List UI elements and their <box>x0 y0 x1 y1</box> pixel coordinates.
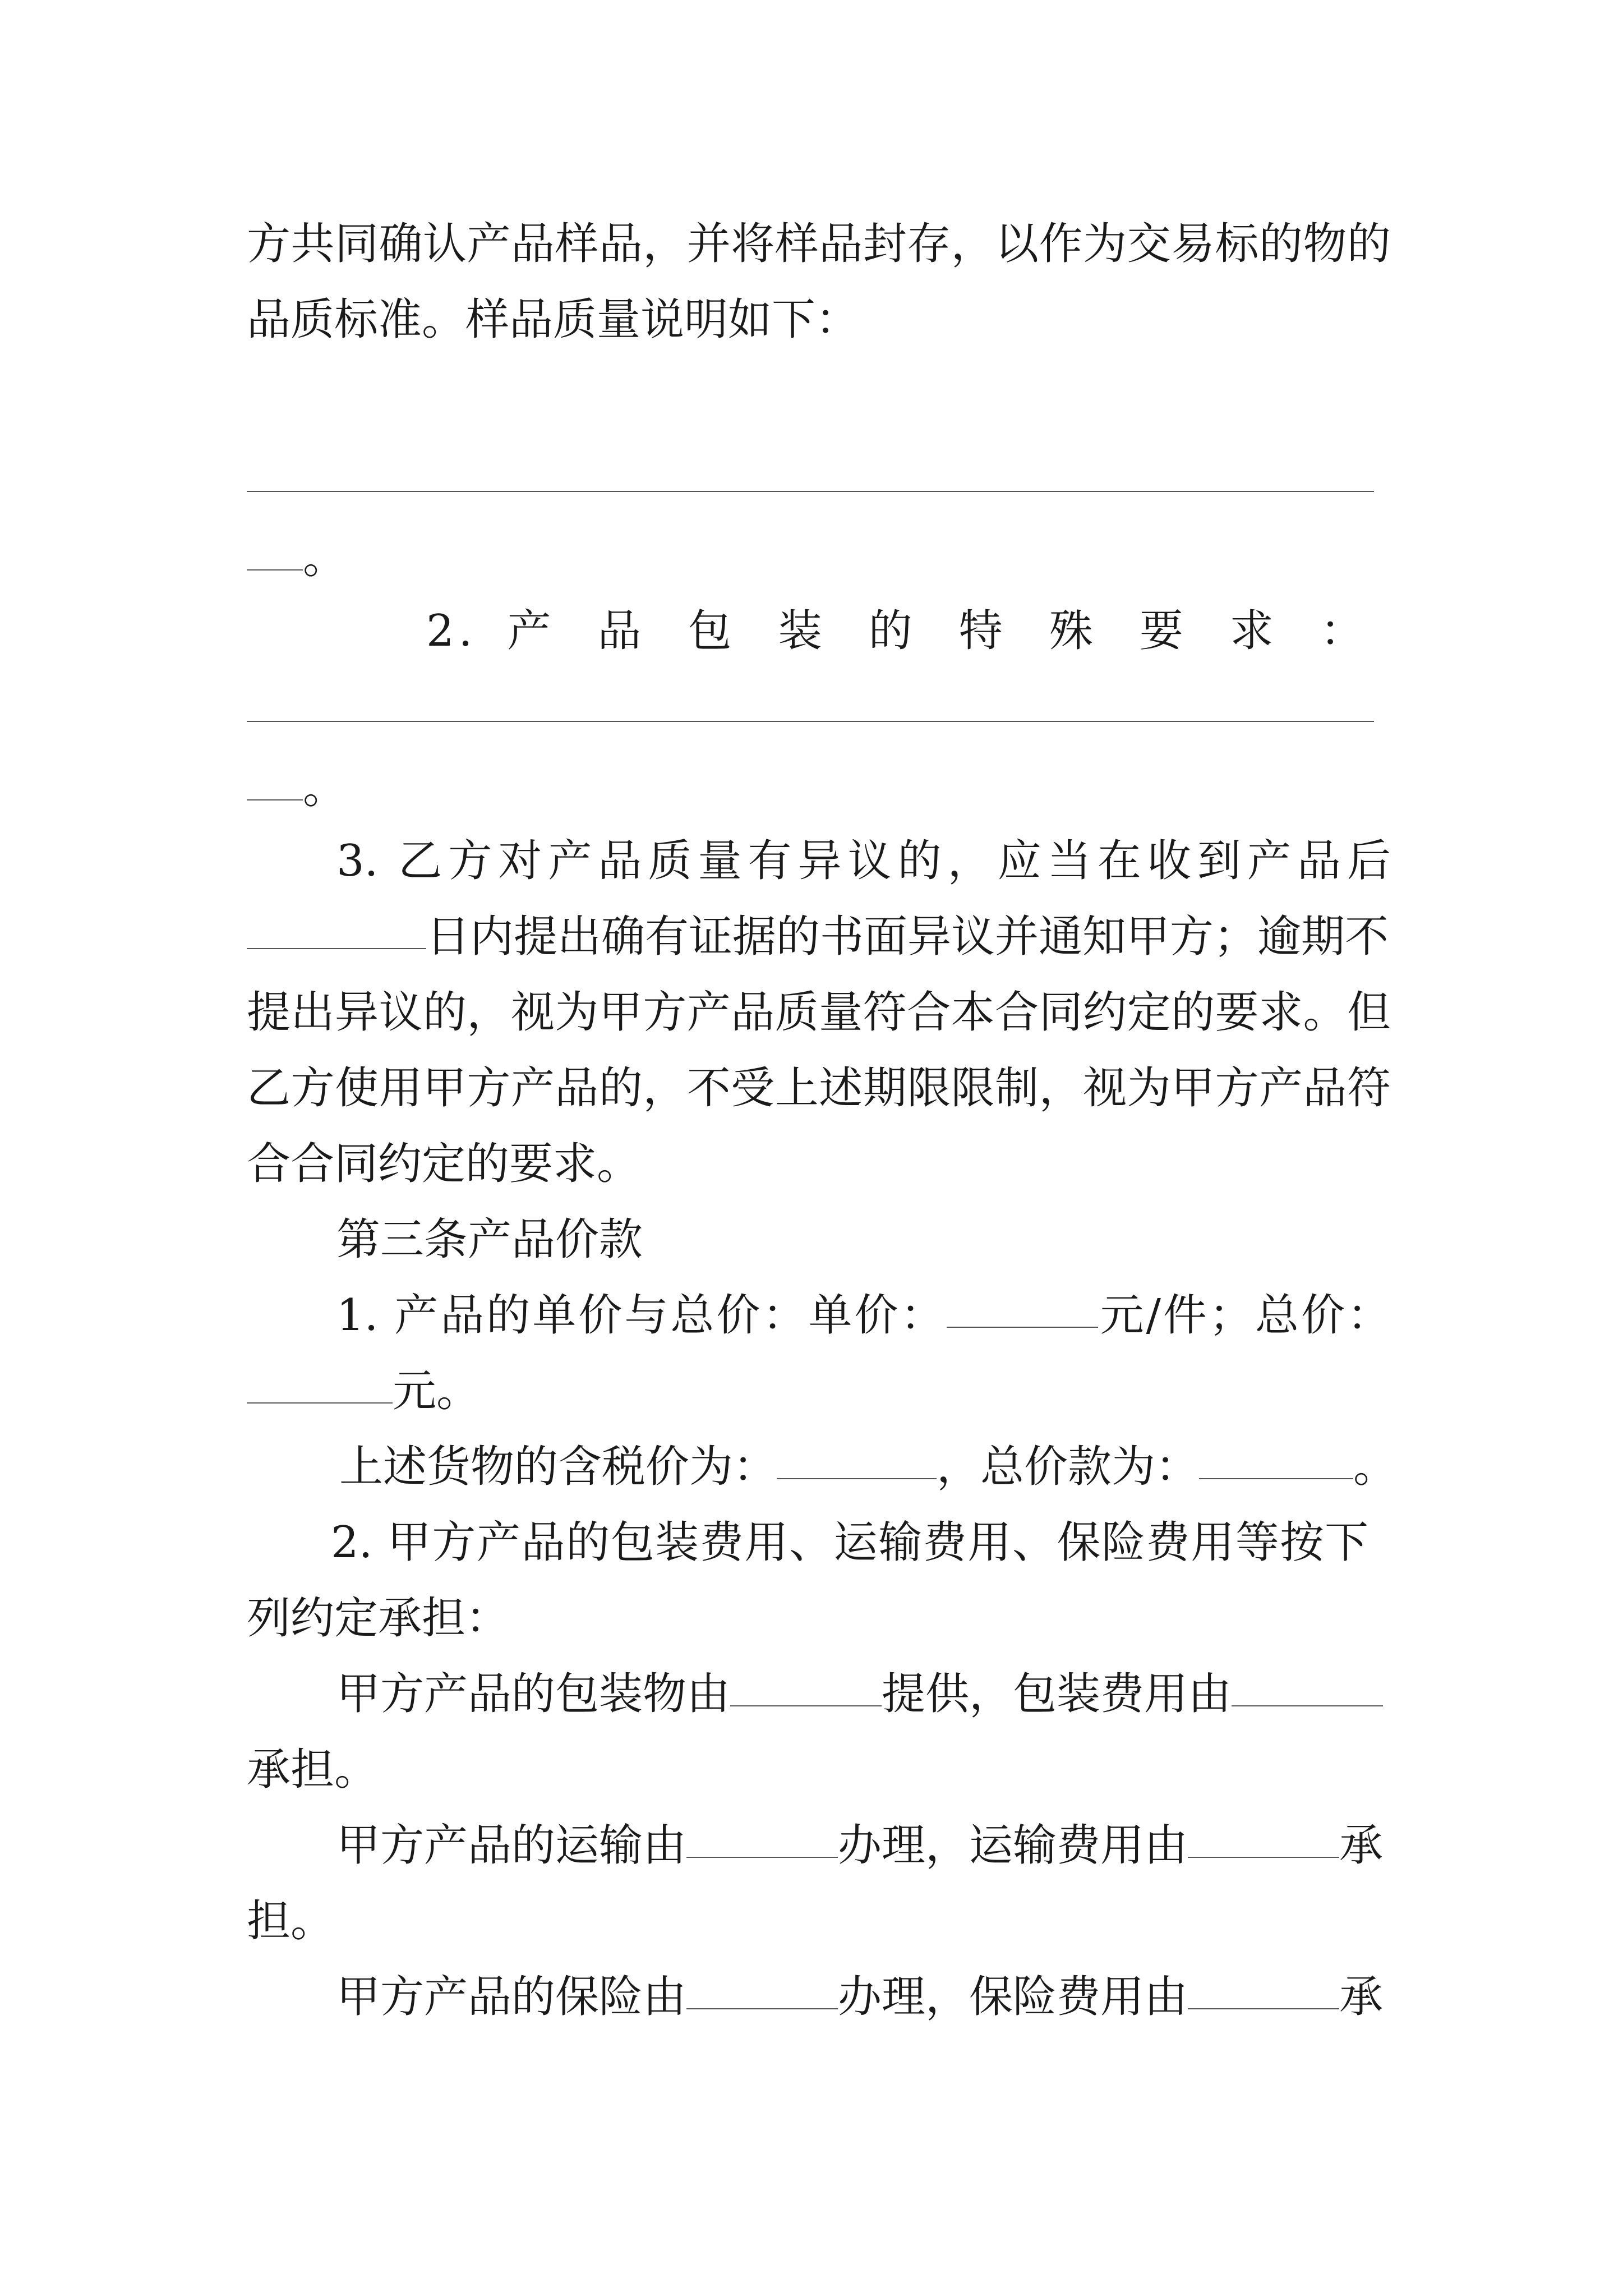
item-2-fees-line: 列约定承担： <box>247 1593 510 1644</box>
packing-end: 承担。 <box>247 1745 379 1795</box>
item-3-line: 乙方使用甲方产品的，不受上述期限限制，视为甲方产品符 <box>247 1063 1391 1114</box>
insurance-tail: 承 <box>1339 1972 1384 2022</box>
fill-in-blank <box>247 760 303 800</box>
insurance-label: 甲方产品的保险由 <box>336 1972 687 2022</box>
total-price-line <box>247 1363 480 1419</box>
total-amount-label: ，总价款为： <box>937 1442 1200 1492</box>
packing-label: 甲方产品的包装物由 <box>336 1669 731 1719</box>
unit-price-label: 1. 产品的单价与总价：单价： <box>336 1290 947 1341</box>
transport-fee-label: 办理，运输费用由 <box>838 1820 1188 1871</box>
transport-tail: 承 <box>1339 1820 1384 1871</box>
fill-in-blank <box>247 530 303 570</box>
currency-unit: 元。 <box>393 1366 481 1416</box>
period: 。 <box>1353 1442 1398 1492</box>
tax-price-label: 上述货物的含税价为： <box>339 1442 777 1492</box>
item-3-line: 合合同约定的要求。 <box>247 1139 641 1189</box>
item-3-line: 提出异议的，视为甲方产品质量符合本合同约定的要求。但 <box>247 987 1391 1038</box>
item-2-label: 2. 产 品 包 装 的 特 殊 要 求 ： <box>426 606 1368 656</box>
insurance-fee-blank <box>1188 1969 1339 2009</box>
packing-fee-label: 提供，包装费用由 <box>882 1669 1232 1719</box>
total-price-blank <box>247 1363 393 1404</box>
transport-fee-blank <box>1188 1818 1339 1858</box>
packing-line <box>336 1666 1368 1722</box>
transport-line <box>336 1818 1384 1874</box>
transport-handler-blank <box>686 1818 838 1858</box>
packing-fee-blank <box>1232 1666 1383 1706</box>
period: 。 <box>303 533 347 583</box>
blank-continuation <box>247 760 347 816</box>
transport-end: 担。 <box>247 1896 335 1947</box>
period: 。 <box>303 763 347 813</box>
insurance-line <box>336 1969 1384 2025</box>
blank-continuation <box>247 530 347 586</box>
packing-provider-blank <box>730 1666 882 1706</box>
fill-in-blank-line <box>247 721 1374 722</box>
transport-label: 甲方产品的运输由 <box>336 1820 687 1871</box>
insurance-handler-blank <box>686 1969 838 2009</box>
item-3-text: 日内提出确有证据的书面异议并通知甲方；逾期不 <box>426 912 1389 962</box>
tax-price-line <box>339 1439 1397 1495</box>
item-3-line <box>247 909 1389 965</box>
fill-in-blank <box>247 909 426 949</box>
item-2-fees-line: 2. 甲方产品的包装费用、运输费用、保险费用等按下 <box>331 1517 1368 1568</box>
fill-in-blank-line <box>247 491 1374 492</box>
tax-price-blank <box>777 1439 937 1479</box>
paragraph-line: 方共同确认产品样品，并将样品封存，以作为交易标的物的 <box>247 219 1391 269</box>
total-amount-blank <box>1199 1439 1353 1479</box>
total-price-label: 元/件；总价： <box>1098 1290 1391 1341</box>
paragraph-line: 品质标准。样品质量说明如下： <box>247 295 860 345</box>
unit-price-line <box>336 1287 1391 1343</box>
unit-price-blank <box>947 1287 1098 1328</box>
item-3-line: 3. 乙方对产品质量有异议的，应当在收到产品后 <box>336 836 1391 886</box>
insurance-fee-label: 办理，保险费用由 <box>838 1972 1188 2022</box>
article-3-title: 第三条产品价款 <box>336 1214 643 1265</box>
